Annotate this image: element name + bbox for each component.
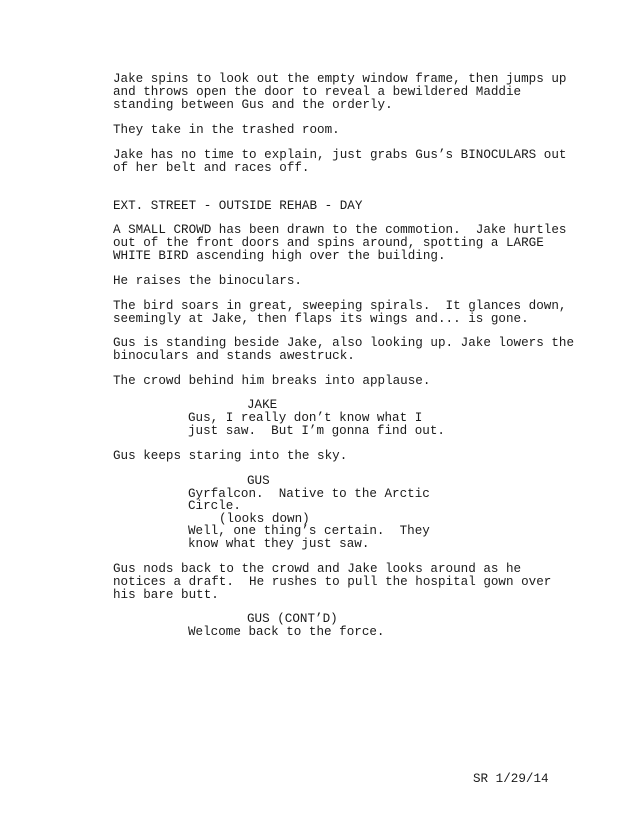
action-line: Gus keeps staring into the sky.	[113, 449, 348, 463]
character-name: GUS (CONT’D)	[247, 612, 338, 626]
dialogue-line: just saw. But I’m gonna find out.	[188, 424, 445, 438]
action-line: A SMALL CROWD has been drawn to the commotion. Jake hurtles	[113, 223, 567, 237]
action-line: binoculars and stands awestruck.	[113, 349, 355, 363]
action-line: standing between Gus and the orderly.	[113, 98, 393, 112]
action-line: Gus nods back to the crowd and Jake looks around as he	[113, 562, 522, 576]
action-line: The crowd behind him breaks into applause.	[113, 374, 431, 388]
action-line: The bird soars in great, sweeping spirals. It glances down,	[113, 299, 567, 313]
action-line: He raises the binoculars.	[113, 274, 302, 288]
revision-mark: SR 1/29/14	[473, 772, 549, 786]
action-line: of her belt and races off.	[113, 161, 310, 175]
action-line: They take in the trashed room.	[113, 123, 340, 137]
action-line: out of the front doors and spins around, spotting a LARGE	[113, 236, 544, 250]
dialogue-line: Circle.	[188, 499, 241, 513]
dialogue-line: know what they just saw.	[188, 537, 370, 551]
character-name: JAKE	[247, 398, 278, 412]
scene-heading: EXT. STREET - OUTSIDE REHAB - DAY	[113, 199, 363, 213]
action-line: WHITE BIRD ascending high over the building.	[113, 249, 446, 263]
dialogue-line: Well, one thing’s certain. They	[188, 524, 430, 538]
dialogue-line: Gyrfalcon. Native to the Arctic	[188, 487, 430, 501]
action-line: notices a draft. He rushes to pull the hospital gown over	[113, 575, 552, 589]
dialogue-line: Gus, I really don’t know what I	[188, 411, 423, 425]
action-line: and throws open the door to reveal a bewildered Maddie	[113, 85, 522, 99]
dialogue-line: Welcome back to the force.	[188, 625, 385, 639]
action-line: Jake spins to look out the empty window frame, then jumps up	[113, 72, 567, 86]
action-line: his bare butt.	[113, 588, 219, 602]
action-line: Jake has no time to explain, just grabs Gus’s BINOCULARS out	[113, 148, 567, 162]
action-line: seemingly at Jake, then flaps its wings and... is gone.	[113, 312, 529, 326]
action-line: Gus is standing beside Jake, also looking up. Jake lowers the	[113, 336, 575, 350]
parenthetical: (looks down)	[219, 512, 310, 526]
character-name: GUS	[247, 474, 270, 488]
